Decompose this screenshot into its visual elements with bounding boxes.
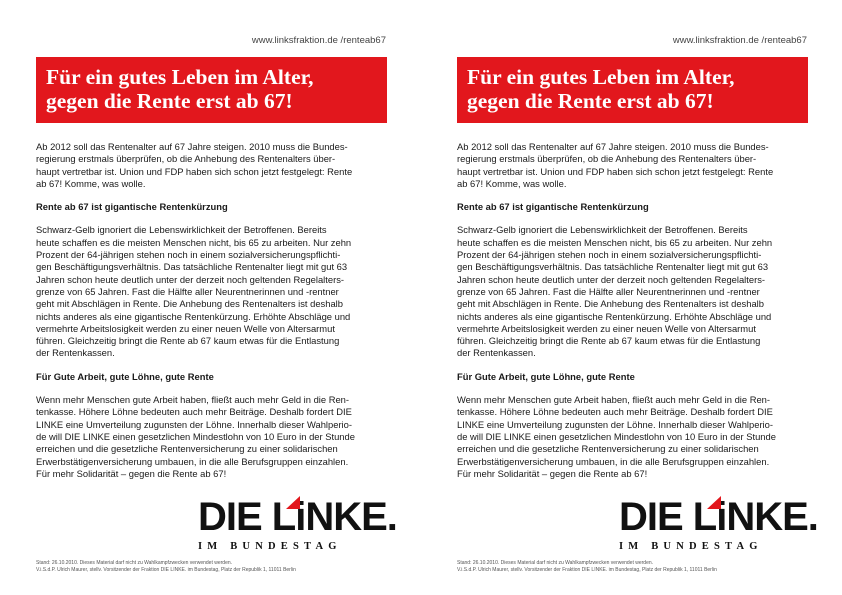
text-line: LINKE eine Umverteilung zugunsten der Löhne. Innerhalb dieser Wahlperio- <box>457 418 773 430</box>
text-line: Für mehr Solidarität – gegen die Rente ab 67! <box>36 467 227 479</box>
text-line: grenze von 65 Jahren. Fast die Hälfte aller Neurentnerinnen und -rentner <box>457 285 760 297</box>
text-line: tenkasse. Höhere Löhne bedeuten auch mehr Beiträge. Deshalb fordert DIE <box>457 406 773 418</box>
text-line: heute schaffen es die meisten Menschen nicht, bis 65 zu arbeiten. Nur zehn <box>457 236 773 248</box>
text-line: Schwarz-Gelb ignoriert die Lebenswirklichkeit der Betroffenen. Bereits <box>457 224 748 236</box>
section-heading: Rente ab 67 ist gigantische Rentenkürzung <box>36 201 228 213</box>
text-line: der Rentenkassen. <box>457 347 536 359</box>
text-line: Erwerbstätigenversicherung umbauen, in die alle Berufsgruppen einzahlen. <box>36 455 349 467</box>
text-line: geht mit Abschlägen in Rente. Die Anhebung des Rentenalters ist deshalb <box>457 298 764 310</box>
text-line: Prozent der 64-jährigen stehen noch in einem sozialversicherungspflichti- <box>36 249 341 261</box>
text-line: heute schaffen es die meisten Menschen nicht, bis 65 zu arbeiten. Nur zehn <box>36 236 352 248</box>
headline-line: gegen die Rente erst ab 67! <box>46 89 293 113</box>
text-line: haupt vertretbar ist. Union und FDP haben sich schon jetzt festgelegt: Rente <box>36 165 353 177</box>
text-line: Prozent der 64-jährigen stehen noch in einem sozialversicherungspflichti- <box>457 249 762 261</box>
text-line: ab 67! Komme, was wolle. <box>36 177 146 189</box>
text-line: tenkasse. Höhere Löhne bedeuten auch mehr Beiträge. Deshalb fordert DIE <box>36 406 352 418</box>
body-text <box>36 141 388 480</box>
intro-paragraph <box>36 141 388 190</box>
leaflet-right <box>421 0 842 595</box>
text-line: regierung erstmals überprüfen, ob die Anhebung des Rentenalters über- <box>457 153 757 165</box>
text-line: de will DIE LINKE einen gesetzlichen Mindestlohn von 10 Euro in der Stunde <box>36 430 355 442</box>
text-line: führen. Gleichzeitig bringt die Rente ab 67 kaum etwas für die Entlastung <box>457 335 761 347</box>
section-heading: Für Gute Arbeit, gute Löhne, gute Rente <box>457 370 635 382</box>
text-line: Jahren schon heute deutlich unter der derzeit noch geltenden Regelalters- <box>457 273 766 285</box>
imprint-footer <box>36 560 336 574</box>
headline-line: Für ein gutes Leben im Alter, <box>467 65 735 89</box>
text-line: nichts anderes als eine gigantische Rentenkürzung. Erhöhte Abschläge und <box>457 310 772 322</box>
text-line: der Rentenkassen. <box>36 347 115 359</box>
section-paragraph <box>457 224 809 359</box>
text-line: führen. Gleichzeitig bringt die Rente ab 67 kaum etwas für die Entlastung <box>36 335 340 347</box>
text-line: gen Beschäftigungsverhältnis. Das tatsächliche Rentenalter liegt mit gut 63 <box>36 261 348 273</box>
text-line: Jahren schon heute deutlich unter der derzeit noch geltenden Regelalters- <box>36 273 345 285</box>
logo-wordmark: DIE LiNKE. <box>198 495 397 539</box>
footer-line: Stand: 26.10.2010. Dieses Material darf nicht zu Wahlkampfzwecken verwendet werden. <box>36 560 233 566</box>
logo-red-flag-icon <box>707 496 721 509</box>
die-linke-logo <box>619 494 818 556</box>
logo-subtitle: IM BUNDESTAG <box>198 541 342 552</box>
headline-banner <box>457 57 808 123</box>
text-line: ab 67! Komme, was wolle. <box>457 177 567 189</box>
text-line: Wenn mehr Menschen gute Arbeit haben, fließt auch mehr Geld in die Ren- <box>36 394 350 406</box>
imprint-footer <box>457 560 757 574</box>
text-line: nichts anderes als eine gigantische Rentenkürzung. Erhöhte Abschläge und <box>36 310 351 322</box>
text-line: gen Beschäftigungsverhältnis. Das tatsächliche Rentenalter liegt mit gut 63 <box>457 261 769 273</box>
section-paragraph <box>457 394 809 480</box>
text-line: Ab 2012 soll das Rentenalter auf 67 Jahre steigen. 2010 muss die Bundes- <box>36 141 348 152</box>
text-line: erreichen und die gesetzliche Rentenversicherung zu einer solidarischen <box>36 443 338 455</box>
logo-subtitle: IM BUNDESTAG <box>619 541 763 552</box>
text-line: regierung erstmals überprüfen, ob die Anhebung des Rentenalters über- <box>36 153 336 165</box>
text-line: Für mehr Solidarität – gegen die Rente ab 67! <box>457 467 648 479</box>
section-heading: Für Gute Arbeit, gute Löhne, gute Rente <box>36 370 214 382</box>
section-paragraph <box>36 394 388 480</box>
text-line: vermehrte Arbeitslosigkeit werden zu einer neuen Welle von Altersarmut <box>457 322 756 334</box>
headline-line: Für ein gutes Leben im Alter, <box>46 65 314 89</box>
text-line: de will DIE LINKE einen gesetzlichen Mindestlohn von 10 Euro in der Stunde <box>457 430 776 442</box>
logo-wordmark: DIE LiNKE. <box>619 495 818 539</box>
text-line: haupt vertretbar ist. Union und FDP haben sich schon jetzt festgelegt: Rente <box>457 165 774 177</box>
text-line: geht mit Abschlägen in Rente. Die Anhebung des Rentenalters ist deshalb <box>36 298 343 310</box>
footer-line: V.i.S.d.P. Ulrich Maurer, stellv. Vorsitzender der Fraktion DIE LINKE. im Bundestag, Platz der Republik 1, 11011 Berlin <box>457 567 717 573</box>
text-line: Wenn mehr Menschen gute Arbeit haben, fließt auch mehr Geld in die Ren- <box>457 394 771 406</box>
text-line: vermehrte Arbeitslosigkeit werden zu einer neuen Welle von Altersarmut <box>36 322 335 334</box>
logo-red-flag-icon <box>286 496 300 509</box>
headline-line: gegen die Rente erst ab 67! <box>467 89 714 113</box>
die-linke-logo <box>198 494 397 556</box>
text-line: LINKE eine Umverteilung zugunsten der Löhne. Innerhalb dieser Wahlperio- <box>36 418 352 430</box>
section-heading: Rente ab 67 ist gigantische Rentenkürzung <box>457 201 649 213</box>
text-line: Schwarz-Gelb ignoriert die Lebenswirklichkeit der Betroffenen. Bereits <box>36 224 327 236</box>
website-url[interactable]: www.linksfraktion.de /renteab67 <box>251 35 386 46</box>
text-line: Ab 2012 soll das Rentenalter auf 67 Jahre steigen. 2010 muss die Bundes- <box>457 141 769 152</box>
intro-paragraph <box>457 141 809 190</box>
text-line: grenze von 65 Jahren. Fast die Hälfte aller Neurentnerinnen und -rentner <box>36 285 339 297</box>
text-line: erreichen und die gesetzliche Rentenversicherung zu einer solidarischen <box>457 443 759 455</box>
section-paragraph <box>36 224 388 359</box>
footer-line: Stand: 26.10.2010. Dieses Material darf nicht zu Wahlkampfzwecken verwendet werden. <box>457 560 654 566</box>
headline-banner <box>36 57 387 123</box>
website-url[interactable]: www.linksfraktion.de /renteab67 <box>672 35 807 46</box>
body-text <box>457 141 809 480</box>
footer-line: V.i.S.d.P. Ulrich Maurer, stellv. Vorsitzender der Fraktion DIE LINKE. im Bundestag, Platz der Republik 1, 11011 Berlin <box>36 567 296 573</box>
text-line: Erwerbstätigenversicherung umbauen, in die alle Berufsgruppen einzahlen. <box>457 455 770 467</box>
